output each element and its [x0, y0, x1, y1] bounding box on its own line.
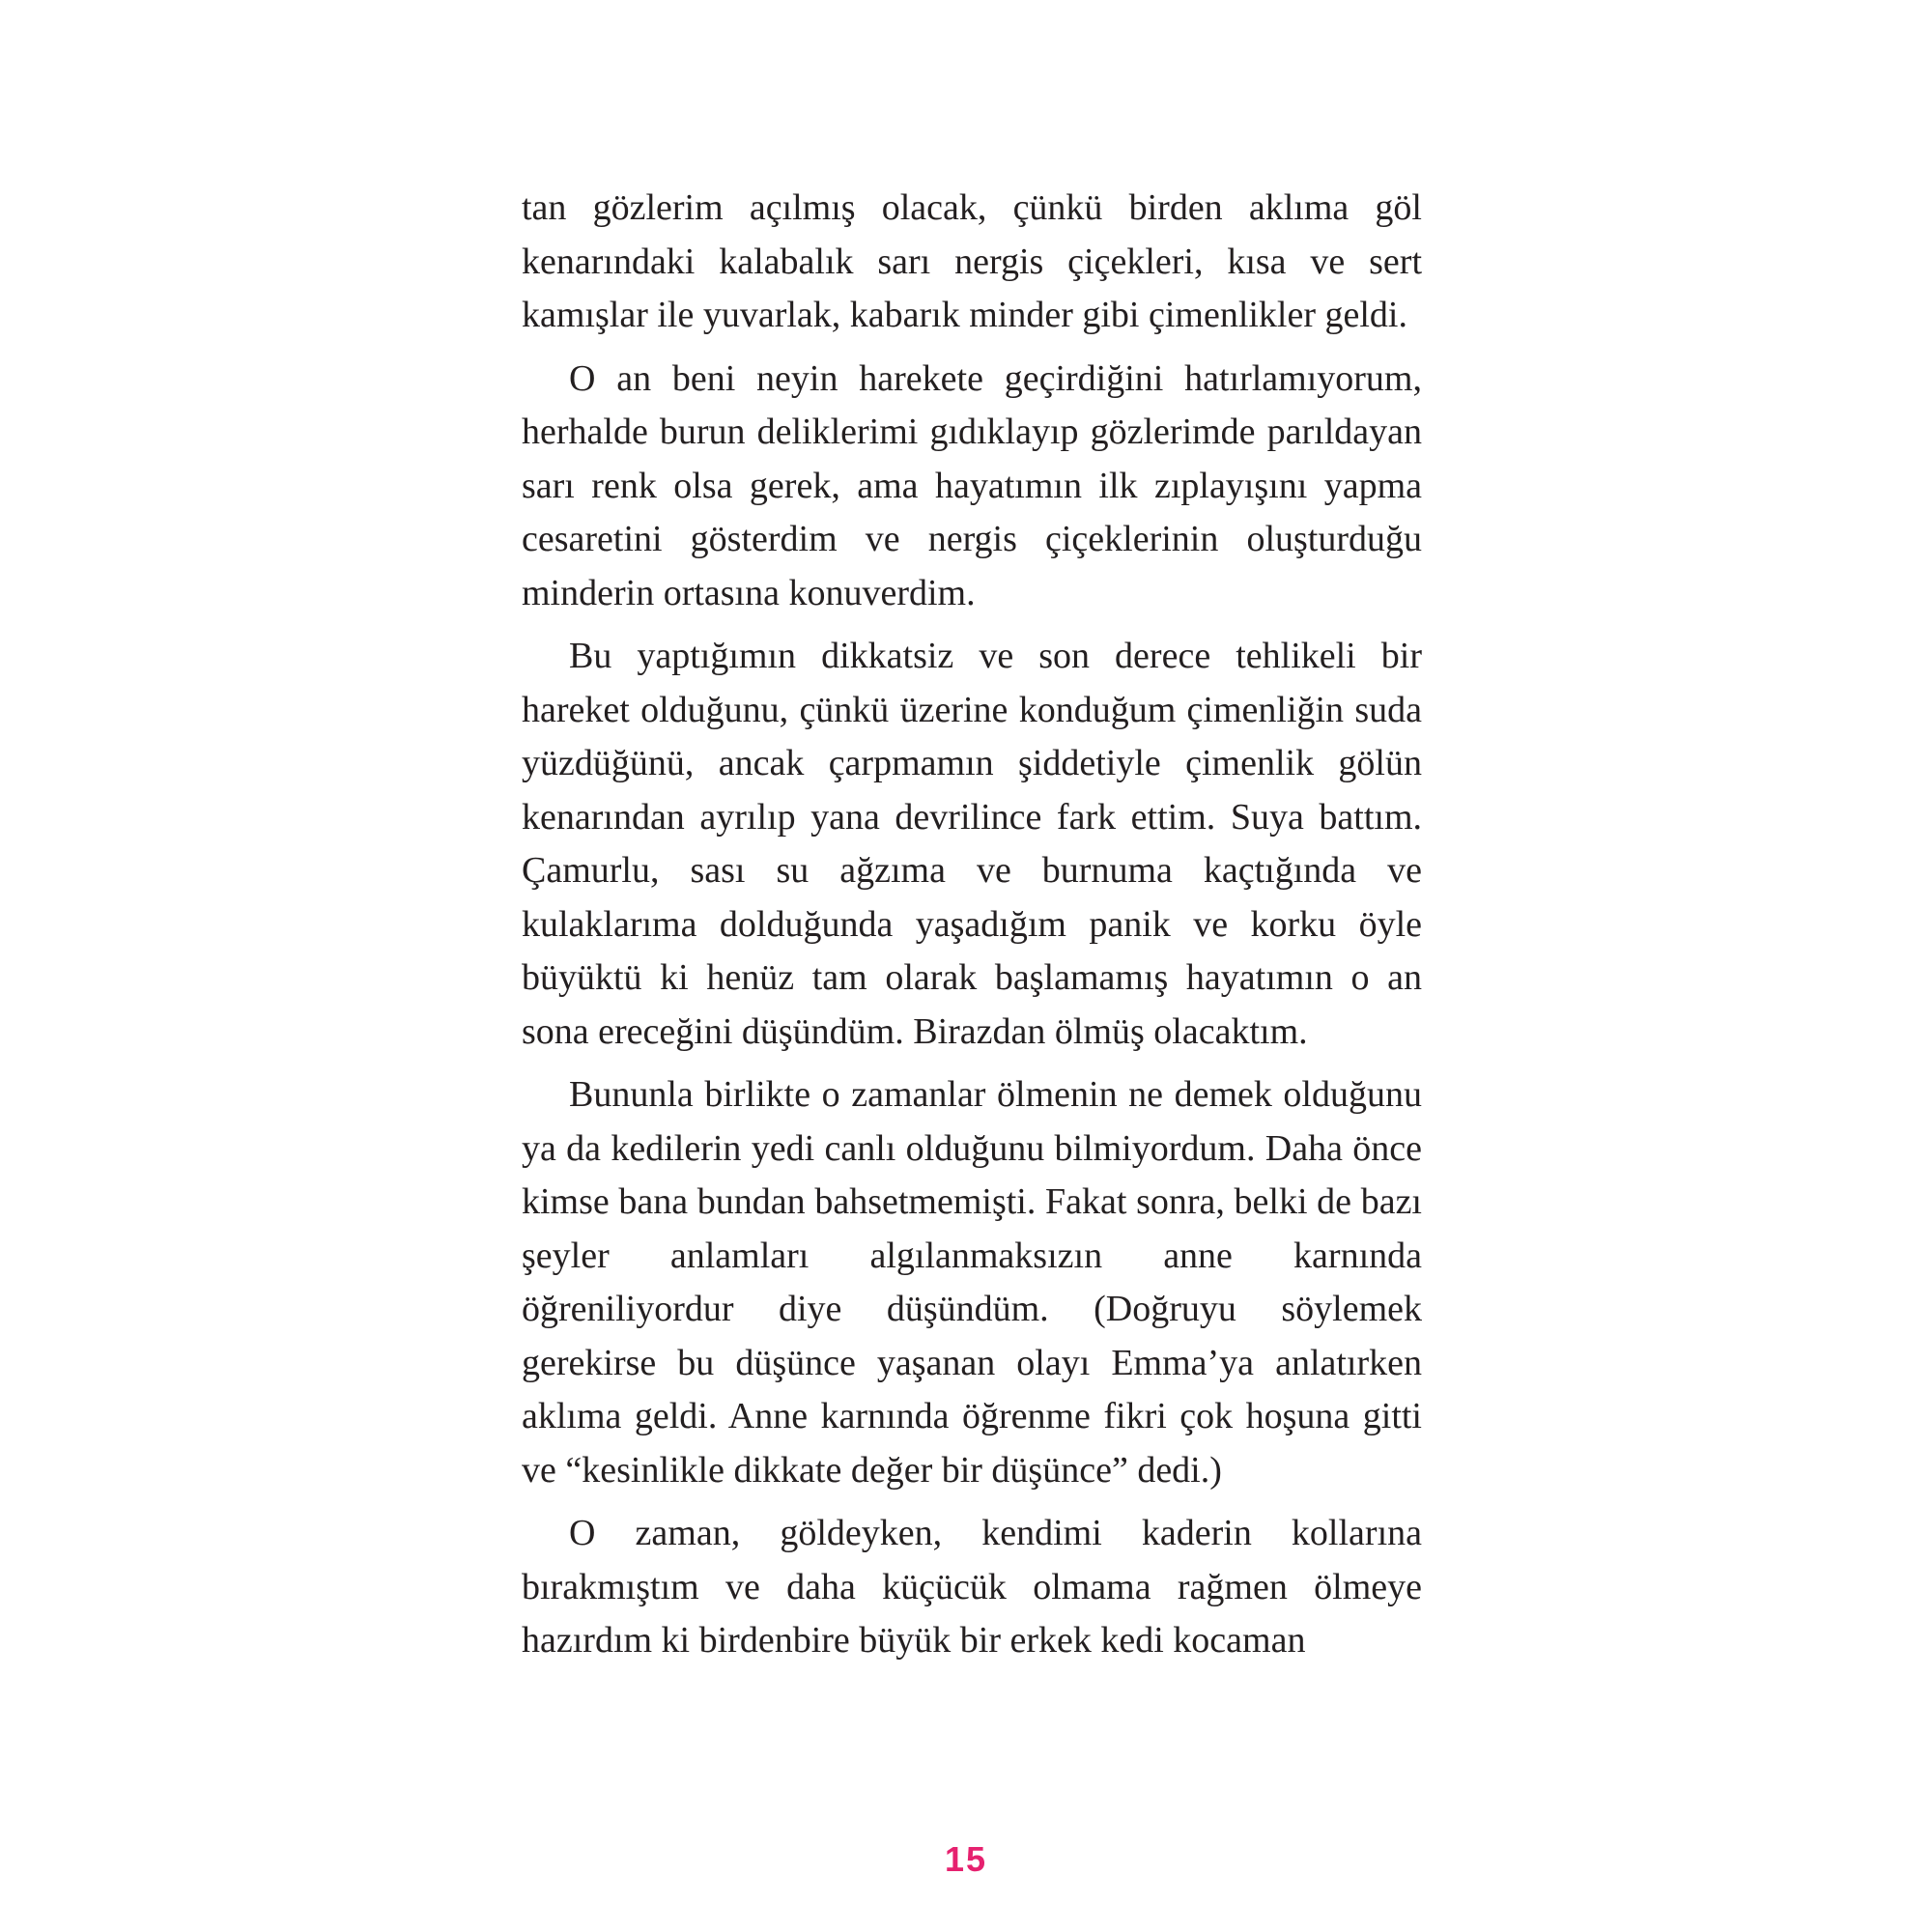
paragraph-5: O zaman, göldeyken, kendimi kaderin kollarına bırakmıştım ve daha küçücük olmama rağmen ölmeye hazırdım ki birdenbire büyük bir erkek kedi kocaman	[522, 1513, 1422, 1661]
paragraph-2: O an beni neyin harekete geçirdiğini hatırlamıyorum, herhalde burun deliklerimi gıdıklayıp gözlerimde parıldayan sarı renk olsa gerek, ama hayatımın ilk zıplayışını yapma cesaretini gösterdim ve nergis çiçeklerinin oluşturduğu minderin ortasına konuverdim.	[522, 357, 1422, 613]
body-text	[522, 182, 1422, 1678]
page-number: 15	[944, 1839, 988, 1879]
paragraph-4: Bununla birlikte o zamanlar ölmenin ne demek olduğunu ya da kedilerin yedi canlı olduğunu bilmiyordum. Daha önce kimse bana bundan bahsetmemişti. Fakat sonra, belki de bazı şeyler anlamları algılanmaksızın anne karnında öğreniliyordur diye düşündüm. (Doğruyu söylemek gerekirse bu düşünce yaşanan olayı Emma’ya anlatırken aklıma geldi. Anne karnında öğrenme fikri çok hoşuna gitti ve “kesinlikle dikkate değer bir düşünce” dedi.)	[522, 1074, 1422, 1491]
paragraph-1: tan gözlerim açılmış olacak, çünkü birden aklıma göl kenarındaki kalabalık sarı nergis çiçekleri, kısa ve sert kamışlar ile yuvarlak, kabarık minder gibi çimenlikler geldi.	[522, 187, 1422, 335]
paragraph-3: Bu yaptığımın dikkatsiz ve son derece tehlikeli bir hareket olduğunu, çünkü üzerine konduğum çimenliğin suda yüzdüğünü, ancak çarpmamın şiddetiyle çimenlik gölün kenarından ayrılıp yana devrilince fark ettim. Suya battım. Çamurlu, sası su ağzıma ve burnuma kaçtığında ve kulaklarıma dolduğunda yaşadığım panik ve korku öyle büyüktü ki henüz tam olarak başlamamış hayatımın o an sona ereceğini düşündüm. Birazdan ölmüş olacaktım.	[522, 636, 1422, 1052]
